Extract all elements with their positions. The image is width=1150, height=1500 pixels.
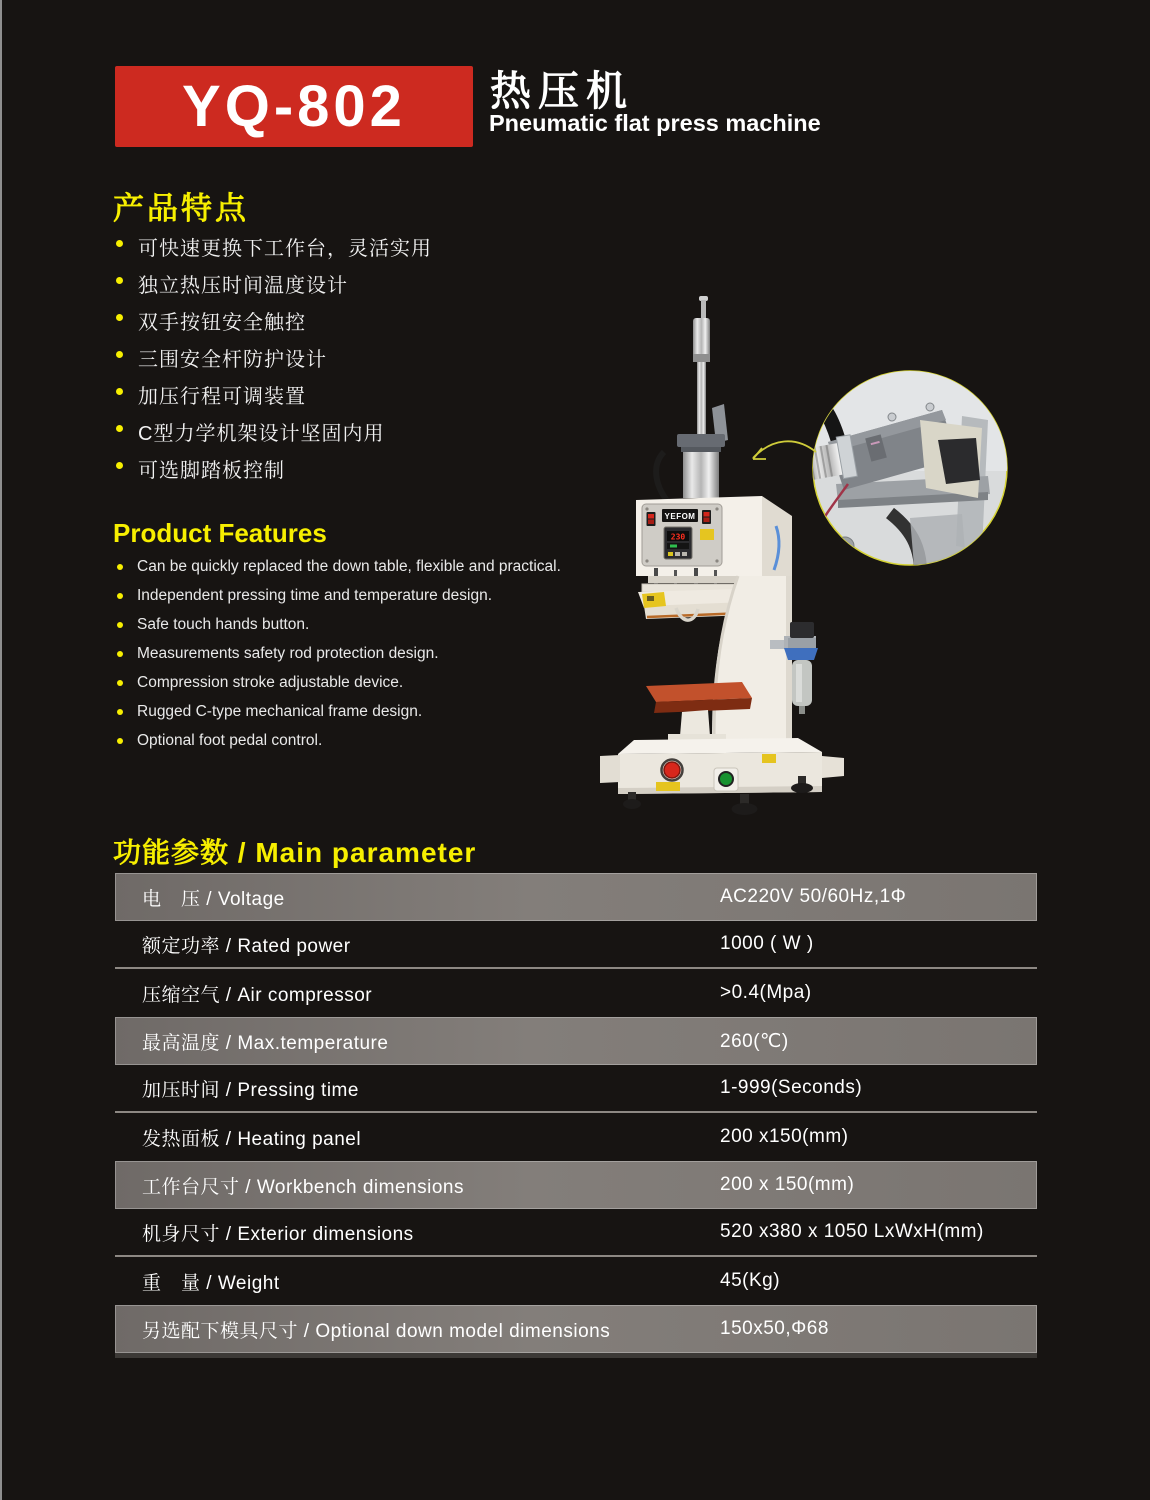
parameter-label: 工作台尺寸 / Workbench dimensions	[142, 1176, 464, 1198]
feature-cn-text: 可选脚踏板控制	[138, 460, 285, 482]
feature-en-item	[113, 674, 633, 703]
bullet-dot-icon	[116, 277, 123, 284]
feature-en-text: Rugged C-type mechanical frame design.	[137, 703, 423, 720]
feature-cn-text: 三围安全杆防护设计	[138, 349, 327, 371]
features-en-list	[113, 558, 633, 761]
feature-cn-text: C型力学机架设计坚固内用	[138, 423, 385, 445]
feature-cn-text: 加压行程可调装置	[138, 386, 306, 408]
feature-en-item	[113, 558, 633, 587]
bullet-dot-icon	[116, 240, 123, 247]
parameter-row	[115, 1257, 1037, 1305]
feature-en-text: Safe touch hands button.	[137, 616, 310, 633]
feature-cn-item	[113, 380, 593, 417]
led-display: 230	[670, 532, 686, 542]
feature-en-item	[113, 587, 633, 616]
parameter-label: 电 压 / Voltage	[142, 888, 285, 910]
feature-en-text: Independent pressing time and temperature design.	[137, 587, 493, 604]
bullet-dot-icon	[117, 593, 123, 599]
feature-en-text: Optional foot pedal control.	[137, 732, 323, 749]
bullet-dot-icon	[116, 314, 123, 321]
feature-cn-item	[113, 454, 593, 491]
parameter-row	[115, 1209, 1037, 1257]
parameter-value: >0.4(Mpa)	[720, 982, 812, 1003]
parameter-value: 200 x 150(mm)	[720, 1174, 855, 1195]
feature-cn-text: 独立热压时间温度设计	[138, 275, 348, 297]
bullet-dot-icon	[117, 709, 123, 715]
parameter-value: 520 x380 x 1050 LxWxH(mm)	[720, 1221, 984, 1242]
warning-sticker	[700, 529, 714, 540]
feature-en-text: Measurements safety rod protection design.	[137, 645, 439, 662]
bullet-dot-icon	[116, 388, 123, 395]
parameter-row	[115, 921, 1037, 969]
parameter-value: AC220V 50/60Hz,1Φ	[720, 886, 907, 907]
features-en-heading: Product Features	[113, 518, 327, 548]
parameter-row	[115, 1305, 1037, 1358]
parameter-row	[115, 1017, 1037, 1065]
start-button	[719, 772, 733, 786]
feature-en-item	[113, 703, 633, 732]
parameters-table	[115, 873, 1037, 1358]
bullet-dot-icon	[117, 680, 123, 686]
parameter-row	[115, 969, 1037, 1017]
feature-cn-text: 可快速更换下工作台，灵活实用	[138, 238, 432, 260]
product-title-cn: 热压机	[490, 68, 634, 114]
machine-illustration	[590, 288, 1060, 833]
feature-en-item	[113, 616, 633, 645]
feature-en-text: Compression stroke adjustable device.	[137, 674, 404, 691]
parameter-label: 重 量 / Weight	[142, 1272, 280, 1294]
bullet-dot-icon	[116, 425, 123, 432]
parameter-value: 200 x150(mm)	[720, 1126, 849, 1147]
model-text: YQ-802	[182, 74, 406, 139]
parameter-label: 发热面板 / Heating panel	[142, 1128, 362, 1150]
parameters-heading: 功能参数 / Main parameter	[113, 837, 477, 868]
brand-label: YEFOM	[664, 512, 696, 521]
product-title-en: Pneumatic flat press machine	[489, 110, 821, 136]
control-panel	[642, 504, 722, 566]
bullet-dot-icon	[117, 738, 123, 744]
feature-cn-item	[113, 269, 593, 306]
parameter-label: 另选配下模具尺寸 / Optional down model dimensions	[142, 1320, 611, 1342]
parameter-label: 额定功率 / Rated power	[142, 935, 351, 957]
machine-base	[600, 738, 844, 815]
parameter-row	[115, 1113, 1037, 1161]
features-cn-list	[113, 232, 593, 491]
parameter-value: 1-999(Seconds)	[720, 1077, 863, 1098]
base-warning-sticker	[656, 782, 680, 791]
bullet-dot-icon	[117, 651, 123, 657]
rubber-foot	[732, 803, 758, 815]
rubber-foot	[623, 799, 641, 809]
features-cn-heading: 产品特点	[113, 191, 249, 226]
feature-en-item	[113, 645, 633, 674]
machine-photo	[590, 288, 1060, 833]
feature-cn-item	[113, 306, 593, 343]
callout-arrow-icon	[753, 441, 816, 458]
bullet-dot-icon	[117, 564, 123, 570]
parameter-value: 150x50,Φ68	[720, 1318, 829, 1339]
emergency-stop-button	[664, 762, 680, 778]
bullet-dot-icon	[116, 351, 123, 358]
parameter-row	[115, 873, 1037, 921]
parameter-value: 45(Kg)	[720, 1270, 781, 1291]
parameter-label: 加压时间 / Pressing time	[142, 1079, 359, 1101]
feature-en-item	[113, 732, 633, 761]
feature-en-text: Can be quickly replaced the down table, flexible and practical.	[137, 558, 561, 575]
parameter-value: 260(℃)	[720, 1030, 789, 1052]
bullet-dot-icon	[117, 622, 123, 628]
bullet-dot-icon	[116, 462, 123, 469]
rubber-foot	[791, 783, 813, 793]
machine-head	[636, 496, 792, 576]
feature-cn-item	[113, 343, 593, 380]
parameter-row	[115, 1065, 1037, 1113]
parameter-value: 1000 ( W )	[720, 933, 814, 954]
parameter-label: 机身尺寸 / Exterior dimensions	[142, 1223, 414, 1245]
piston-assembly	[677, 296, 728, 498]
temperature-controller	[664, 527, 692, 559]
parameter-label: 最高温度 / Max.temperature	[142, 1032, 389, 1054]
model-badge	[115, 66, 473, 147]
parameter-label: 压缩空气 / Air compressor	[142, 984, 373, 1006]
feature-cn-item	[113, 417, 593, 454]
page-left-edge	[0, 0, 2, 1500]
parameter-row	[115, 1161, 1037, 1209]
power-cable	[656, 452, 668, 502]
feature-cn-item	[113, 232, 593, 269]
feature-cn-text: 双手按钮安全触控	[138, 312, 306, 334]
